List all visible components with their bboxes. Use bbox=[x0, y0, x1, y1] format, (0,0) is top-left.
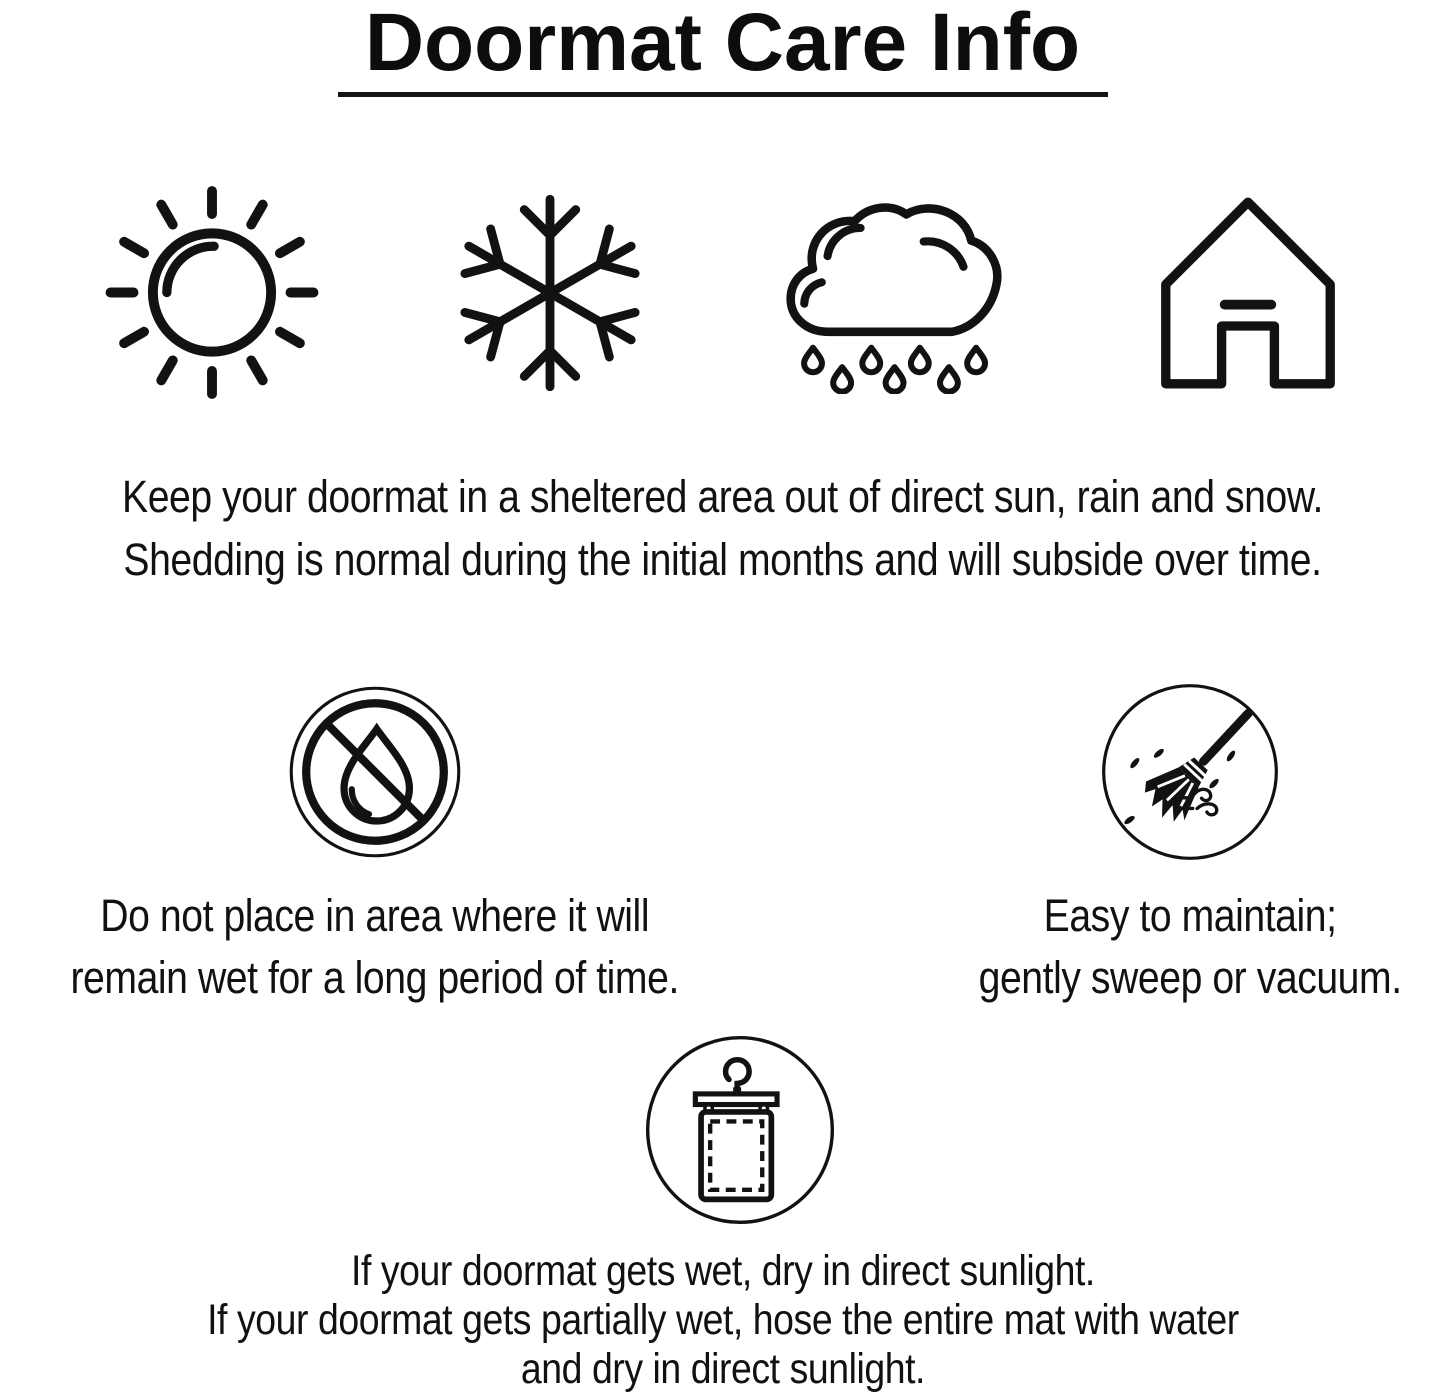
text-line: Easy to maintain; bbox=[1043, 889, 1337, 941]
broom-icon bbox=[1101, 683, 1279, 861]
text-line: Keep your doormat in a sheltered area out of direct sun, rain and snow. bbox=[122, 470, 1323, 522]
intro-text bbox=[94, 465, 1351, 591]
house-icon bbox=[1146, 191, 1350, 394]
no-water-badge bbox=[289, 683, 461, 861]
drying-caption bbox=[207, 1247, 1239, 1393]
care-item-no-water bbox=[30, 683, 720, 1009]
title-underline bbox=[338, 92, 1108, 97]
exposure-icon-row bbox=[0, 185, 1445, 401]
text-line: If your doormat gets wet, dry in direct sunlight. bbox=[350, 1246, 1095, 1295]
text-line: gently sweep or vacuum. bbox=[978, 951, 1402, 1003]
sun-icon bbox=[104, 185, 320, 400]
no-water-icon bbox=[289, 686, 461, 858]
text-line: and dry in direct sunlight. bbox=[520, 1344, 925, 1393]
hanging-mat-icon bbox=[645, 1035, 835, 1225]
text-line: Shedding is normal during the initial months and will subside over time. bbox=[123, 533, 1322, 585]
care-row bbox=[0, 683, 1445, 1009]
text-line: Do not place in area where it will bbox=[100, 889, 650, 941]
sweep-badge bbox=[1101, 683, 1279, 861]
care-item-maintain bbox=[945, 683, 1435, 1009]
sweep-caption bbox=[978, 885, 1401, 1009]
hanging-mat-badge bbox=[645, 1035, 835, 1225]
text-line: remain wet for a long period of time. bbox=[70, 951, 680, 1003]
rain-cloud-icon bbox=[780, 192, 1013, 394]
text-line: If your doormat gets partially wet, hose the entire mat with water bbox=[206, 1295, 1239, 1344]
page-title: Doormat Care Info bbox=[364, 0, 1081, 88]
no-water-caption bbox=[71, 885, 679, 1009]
snowflake-icon bbox=[453, 190, 647, 396]
drying-section bbox=[0, 1035, 1445, 1393]
